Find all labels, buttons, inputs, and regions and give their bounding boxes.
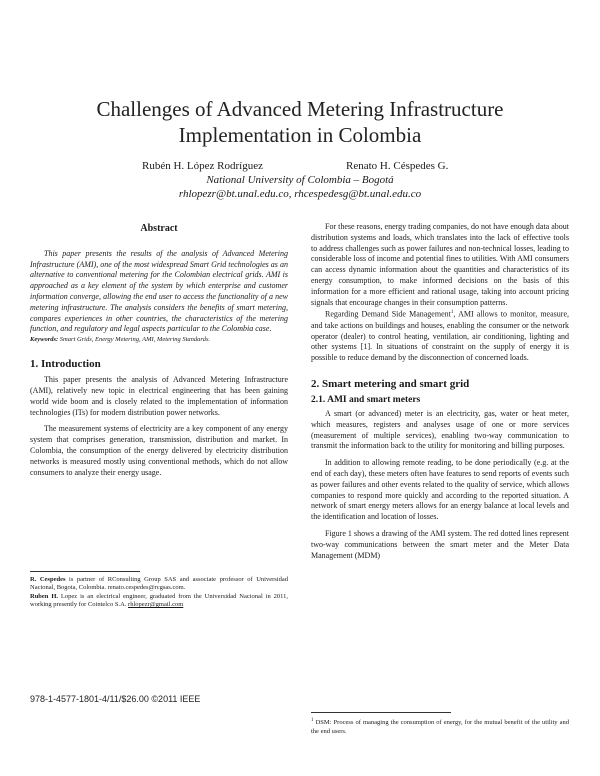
- footnote-marker: 1: [311, 718, 314, 723]
- title-line-1: Challenges of Advanced Metering Infrastructure: [96, 97, 504, 121]
- author-2: Renato H. Céspedes G.: [346, 160, 449, 172]
- affiliation: National University of Colombia – Bogotá: [206, 174, 394, 186]
- footnote-email-link[interactable]: rhlopezr@gmail.com: [128, 601, 184, 609]
- paper-title: [40, 96, 560, 148]
- intro-paragraph-2: The measurement systems of electricity are a key component of any energy system that comprises generation, transmission, distribution and market. In Colombia, the consumption of the energy delivered by electricity distribution networks is measured mostly using conventional methods, which do not allow consumers to analyze their energy usage.: [30, 424, 288, 477]
- keywords-list: Smart Grids, Energy Metering, AMI, Metering Standards.: [59, 336, 211, 344]
- footnote-cespedes: [30, 576, 288, 593]
- author-emails: rhlopezr@bt.unal.edu.co, rhcespedesg@bt.unal.edu.co: [178, 188, 422, 200]
- left-column: [30, 222, 288, 478]
- right-paragraph-4: In addition to allowing remote reading, to be done periodically (e.g. at the end of each day), these meters often have features to send reports of events such as power failures and other events related to the quality of service, which allows companies to respond more quickly and according to the reported situation. A network of smart energy meters allows for an energy balance at local levels and the identification and location of losses.: [311, 458, 569, 522]
- keywords-label: Keywords:: [30, 336, 59, 344]
- footnote-rule: [30, 571, 140, 572]
- footnote-text: is partner of RConsulting Group SAS and associate professor of Universidad Nacional, Bogota, Colombia. renato.cespedes@rcgsas.com.: [30, 576, 288, 592]
- footnote-dsm: [311, 717, 569, 736]
- author-1: Rubén H. López Rodríguez: [142, 160, 263, 172]
- intro-paragraph-1: This paper presents the analysis of Advanced Metering Infrastructure (AMI), relatively new topic in electrical engineering that has been gaining world wide boom and is closely related to the implementation of information technologies (ITs) for modern distribution power networks.: [30, 375, 288, 417]
- section-2-1-heading: 2.1. AMI and smart meters: [311, 395, 421, 406]
- paragraph-text: , AMI allows to monitor, measure, and take actions on buildings and houses, enabling the consumer or the network operator (dealer) to control heating, ventilation, air conditioning, lighting and other systems [1]. In situations of constraint on the supply of energy it is possible to reduce demand by the disconnection of concerned loads.: [311, 310, 569, 363]
- dsm-footnote: [311, 712, 569, 736]
- footnote-name: R. Cespedes: [30, 576, 66, 583]
- section-1-heading: 1. Introduction: [30, 358, 101, 371]
- abstract-text: This paper presents the results of the analysis of Advanced Metering Infrastructure (AMI), one of the most widespread Smart Grid technologies as an alternative to conventional metering for the Colombian electrical grids. AMI is approached as a key element of the system by which enterprise and customer information converge, allowing the end user to access the functionality of a new metering infrastructure. The analysis considers the benefits of smart metering, compares experiences in other countries, the characteristics of the metering function, and regulatory and legal aspects particular to the Colombia case.: [30, 248, 288, 334]
- right-paragraph-5: Figure 1 shows a drawing of the AMI system. The red dotted lines represent two-way communications between the smart meter and the Meter Data Management (MDM): [311, 528, 569, 560]
- footnote-lopez: [30, 593, 288, 610]
- footnote-name: Ruben H.: [30, 592, 59, 600]
- paragraph-text: Regarding Demand Side Management: [325, 310, 451, 320]
- right-paragraph-1: For these reasons, energy trading companies, do not have enough data about distribution systems and loads, which translates into the lack of effective tools to address challenges such as power failures and non-technical losses, leading to considerable loss of income and potential fines to utilities. With AMI consumers can access dynamic information about the quantities and characteristics of its energy consumption, to make informed decisions on the basis of this information for a more efficient and rational usage, taking into account pricing signals that encourage changes in their consumption patterns.: [311, 222, 570, 307]
- abstract-heading: Abstract: [140, 223, 178, 234]
- author-footnotes: [30, 571, 288, 610]
- title-line-2: Implementation in Colombia: [178, 123, 422, 147]
- footnote-text: DSM: Process of managing the consumption of energy, for the mutual benefit of the utility and the end users.: [311, 719, 569, 735]
- right-paragraph-2: [311, 308, 569, 364]
- right-column: [311, 222, 569, 561]
- footnote-text: Lopez is an electrical engineer, graduated from the Universidad Nacional in 2011, working presently for Cointelco S.A.: [30, 592, 289, 609]
- footnote-rule: [311, 712, 451, 713]
- section-2-heading: 2. Smart metering and smart grid: [311, 378, 470, 391]
- right-paragraph-3: A smart (or advanced) meter is an electricity, gas, water or heat meter, which measures, registers and analyses usage of one or more services (measurement of multiple services), enabling two-way communication to transmit the information back to the utility for monitoring and billing purposes.: [311, 409, 569, 451]
- keywords-line: [30, 335, 288, 344]
- isbn-line: 978-1-4577-1801-4/11/$26.00 ©2011 IEEE: [30, 694, 201, 704]
- footnote-marker: 1: [450, 310, 454, 316]
